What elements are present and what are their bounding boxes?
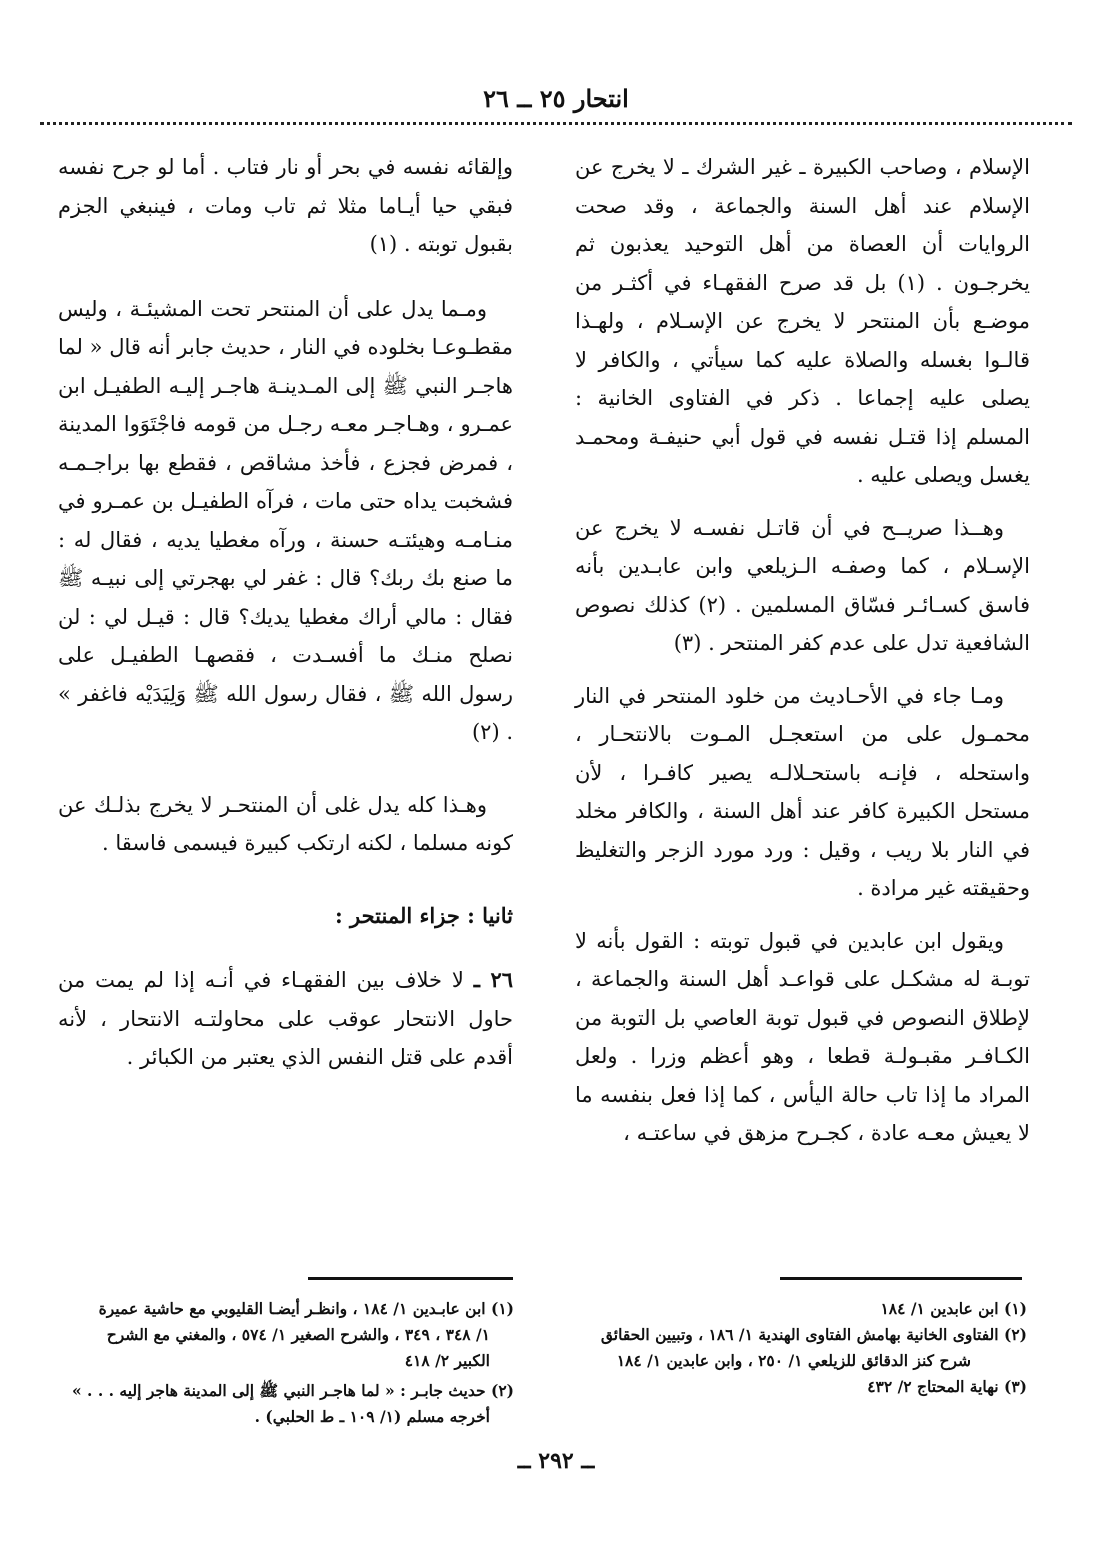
running-header: انتحار ٢٥ ــ ٢٦ bbox=[483, 84, 629, 113]
footnote: (٣) نهاية المحتاج ٢/ ٤٣٢ bbox=[867, 1377, 1027, 1396]
paragraph: وهـذا كله يدل غلى أن المنتحـر لا يخرج بذلـك عن كونه مسلما ، لكنه ارتكب كبيرة فيسمى فاسقا . bbox=[58, 792, 513, 855]
numbered-paragraph bbox=[58, 961, 513, 1077]
paragraph: ويقول ابن عابدين في قبول توبته : القول بأنه لا توبـة له مشكـل على قواعـد أهل السنة والجماعة ، لإطلاق النصوص في قبول توبة العاصي بل التوبة من الكـافـر مقبـولـة قطعا ، وهو أعظم وزرا . ولعل المراد ما إذا تاب حالة اليأس ، كما إذا فعل بنفسه ما لا يعيش معـه عادة ، كجـرح مزهق في ساعتـه ، bbox=[575, 928, 1030, 1145]
paragraph: ومـما يدل على أن المنتحر تحت المشيئـة ، وليس مقطـوعـا بخلوده في النار ، حديث جابر أنه قال « لما هاجـر النبي ﷺ إلى المـدينـة هاجـر إليـه الطفيـل ابن عمـرو ، وهـاجـر معـه رجـل من قومه فاجْتَوَوا المدينة ، فمرض فجزع ، فأخذ مشاقص ، فقطع بها براجـمـه فشخبت يداه حتى مات ، فرآه الطفيـل بن عمـرو في منـامـه وهيئتـه حسنة ، ورآه مغطيا يديه ، فقال له : ما صنع بك ربك؟ قال : غفر لي بهجرتي إلى نبيـه ﷺ فقال : مالي أراك مغطيا يديك؟ قال : قيـل لي : لن نصلح منـك ما أفسـدت ، فقصهـا الطفيـل على رسول الله ﷺ ، فقال رسول الله ﷺ وَلِيَدَيْه فاغفر » . (٢) bbox=[58, 296, 513, 744]
paragraph: الإسلام ، وصاحب الكبيرة ـ غير الشرك ـ لا يخرج عن الإسلام عند أهل السنة والجماعة ، وقد صحت الروايات أن العصاة من أهل التوحيد يعذبون ثم يخرجـون . (١) بل قد صرح الفقهـاء في أكثـر من موضـع بأن المنتحر لا يخرج عن الإسـلام ، ولهـذا قالـوا بغسله والصلاة عليه كما سيأتي ، والكافر لا يصلى عليه إجماعا . ذكر في الفتاوى الخانية : المسلم إذا قتـل نفسه في قول أبي حنيفـة ومحمـد يغسل ويصلى عليه . bbox=[575, 155, 1030, 487]
footnotes-left bbox=[52, 1296, 514, 1430]
footnote: (١) ابن عابدين ١/ ١٨٤ bbox=[880, 1299, 1027, 1318]
footnote-line: أخرجه مسلم (١/ ١٠٩ ـ ط الحلبي) . bbox=[254, 1407, 490, 1426]
paragraph-number: ٢٦ ـ bbox=[473, 967, 513, 992]
footnote-separator bbox=[780, 1277, 1022, 1280]
footnote-line: ١/ ٣٤٨ ، ٣٤٩ ، والشرح الصغير ١/ ٥٧٤ ، والمغني مع الشرح bbox=[106, 1325, 490, 1344]
footnote-line: (٢) حديث جابـر : « لما هاجـر النبي ﷺ إلى المدينة هاجر إليه . . . » bbox=[71, 1381, 514, 1400]
paragraph: ومـا جاء في الأحـاديث من خلود المنتحر في النار محمـول على من استعجـل المـوت بالانتحـار ، واستحله ، فإنـه باستحـلالـه يصير كافـرا ، لأن مستحل الكبيرة كافر عند أهل السنة ، والكافر مخلد في النار بلا ريب ، وقيل : ورد مورد الزجر والتغليظ وحقيقته غير مرادة . bbox=[575, 683, 1030, 900]
footnote-continuation: شرح كنز الدقائق للزيلعي ١/ ٢٥٠ ، وابن عابدين ١/ ١٨٤ bbox=[616, 1351, 971, 1370]
page-number: ــ ٢٩٢ ــ bbox=[517, 1448, 595, 1474]
paragraph: وإلقائه نفسه في بحر أو نار فتاب . أما لو جرح نفسه فبقي حيا أيـاما مثلا ثم تاب ومات ، فينبغي الجزم بقبول توبته . (١) bbox=[58, 155, 513, 256]
right-column bbox=[575, 148, 1030, 1153]
left-column bbox=[58, 148, 513, 1077]
footnotes-right bbox=[575, 1296, 1027, 1400]
header-dotted-rule bbox=[40, 122, 1072, 125]
footnote: (٢) الفتاوى الخانية بهامش الفتاوى الهندية ١/ ١٨٦ ، وتبيين الحقائق bbox=[600, 1325, 1027, 1344]
footnote bbox=[52, 1296, 514, 1374]
paragraph-text: لا خلاف بين الفقهـاء في أنـه إذا لم يمت من حاول الانتحار عوقب على محاولتـه الانتحار ، لأنه أقدم على قتل النفس الذي يعتبر من الكبائر . bbox=[58, 968, 513, 1069]
footnote-separator bbox=[308, 1277, 513, 1280]
footnote-line: الكبير ٢/ ٤١٨ bbox=[404, 1351, 490, 1370]
paragraph: وهــذا صريــح في أن قاتـل نفسـه لا يخرج عن الإسـلام ، كما وصفـه الـزيلعي وابن عابـدين بأنه فاسق كسـائـر فسّاق المسلمين . (٢) كذلك نصوص الشافعية تدل على عدم كفر المنتحر . (٣) bbox=[575, 515, 1030, 655]
footnote-line: (١) ابن عابـدين ١/ ١٨٤ ، وانظـر أيضـا القليوبي مع حاشية عميرة bbox=[98, 1299, 514, 1318]
footnote bbox=[52, 1378, 514, 1430]
section-heading: ثانيا : جزاء المنتحر : bbox=[334, 902, 513, 928]
